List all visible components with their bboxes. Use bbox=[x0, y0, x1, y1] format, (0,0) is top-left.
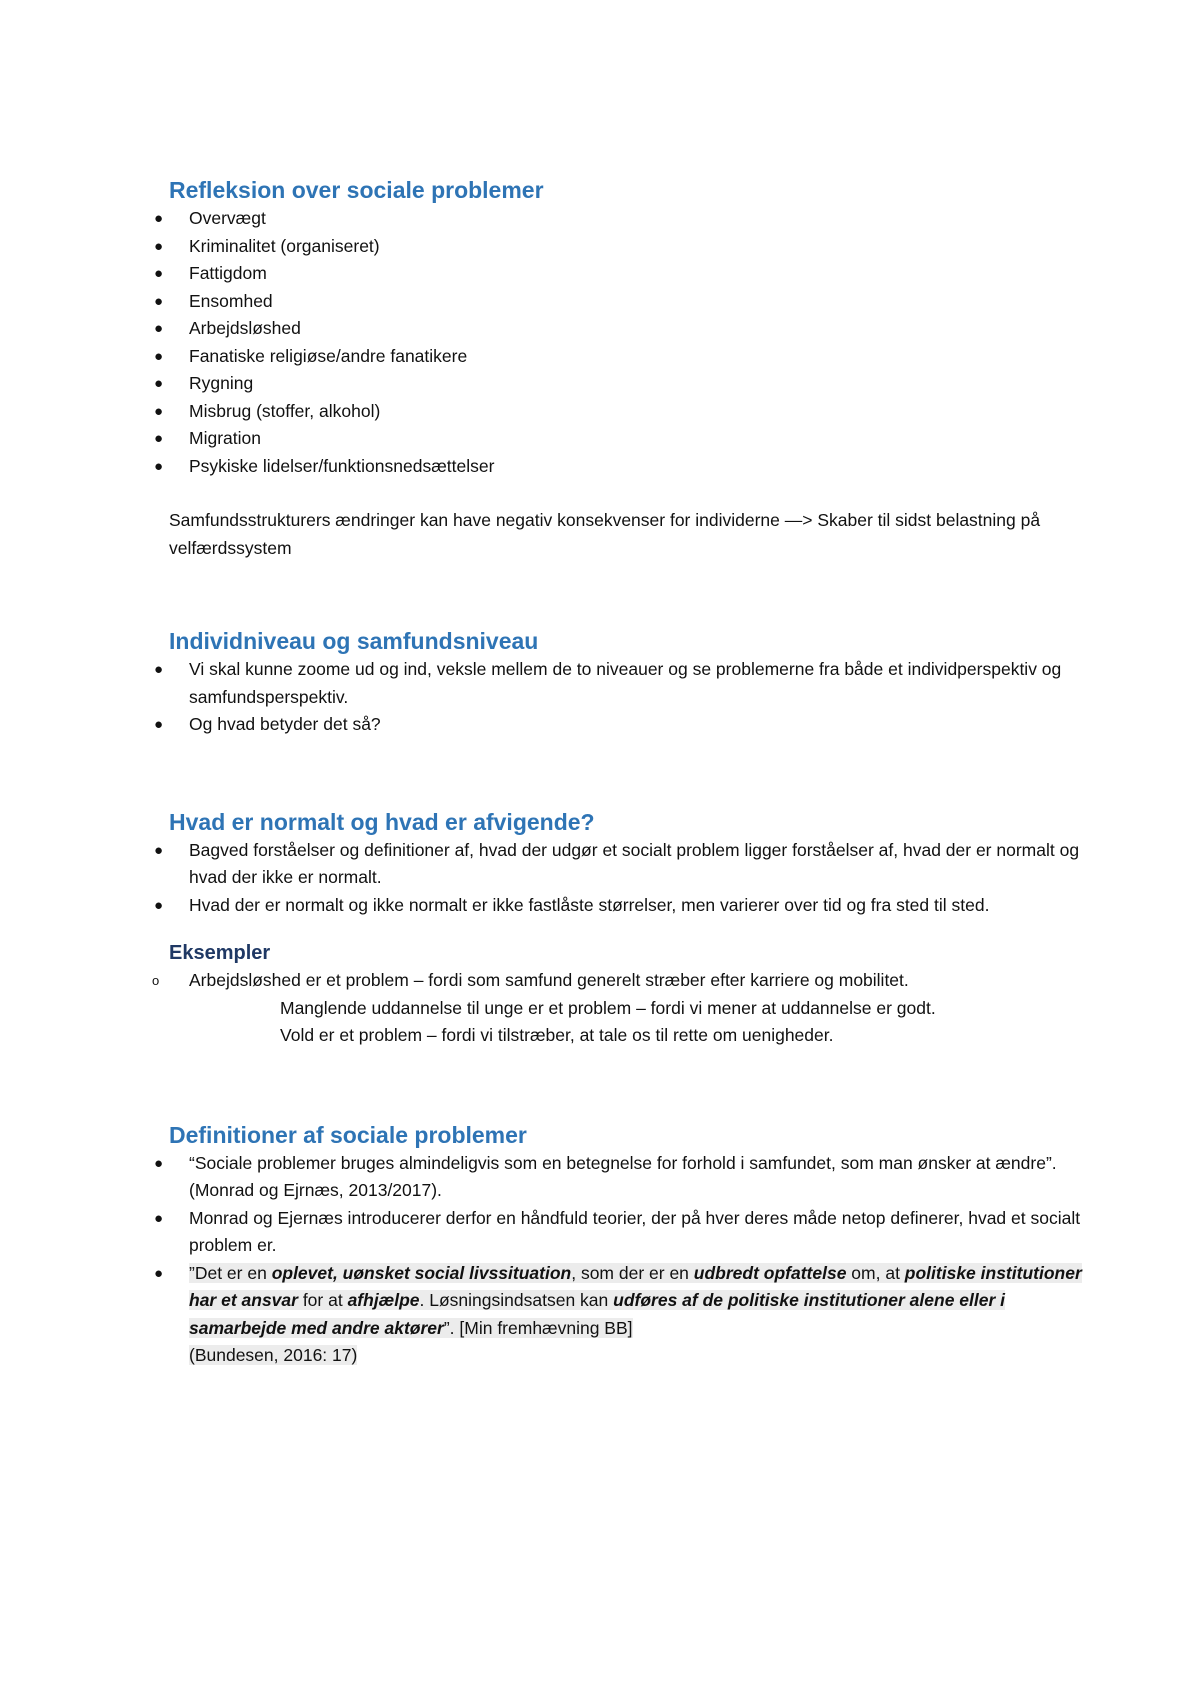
list-item: ● Arbejdsløshed bbox=[169, 315, 1089, 343]
list-item: ● “Sociale problemer bruges almindeligvis som en betegnelse for forhold i samfundet, som man ønsker at ændre”. (Monrad og Ejrnæs, 2013/2017). bbox=[169, 1150, 1089, 1205]
bullet-icon: ● bbox=[154, 841, 164, 859]
heading-normalt-afvigende: Hvad er normalt og hvad er afvigende? bbox=[169, 808, 595, 835]
list-item: ● Vi skal kunne zoome ud og ind, veksle mellem de to niveauer og se problemerne fra både et individperspektiv og samfundsperspektiv. bbox=[169, 656, 1089, 711]
list-eksempler bbox=[152, 967, 1089, 995]
list-item: ● Ensomhed bbox=[169, 288, 1089, 316]
list-item: ● Rygning bbox=[169, 370, 1089, 398]
bullet-icon: ● bbox=[154, 320, 164, 337]
list-item: ● Overvægt bbox=[169, 205, 1089, 233]
bullet-icon: ● bbox=[154, 1209, 164, 1227]
bullet-icon: ● bbox=[154, 430, 164, 447]
bullet-icon: ● bbox=[154, 292, 164, 310]
list-item: ● Misbrug (stoffer, alkohol) bbox=[169, 398, 1089, 426]
example-line: Manglende uddannelse til unge er et problem – fordi vi mener at uddannelse er godt. bbox=[280, 997, 936, 1018]
list-social-problems bbox=[154, 205, 1089, 480]
bullet-icon: ● bbox=[154, 1154, 164, 1172]
example-line: Vold er et problem – fordi vi tilstræber, at tale os til rette om uenigheder. bbox=[280, 1025, 834, 1045]
list-item: o Arbejdsløshed er et problem – fordi som samfund generelt stræber efter karriere og mobilitet. bbox=[169, 967, 1089, 995]
list-niveauer bbox=[154, 656, 1089, 739]
bullet-icon: ● bbox=[154, 896, 164, 914]
quote-citation: (Bundesen, 2016: 17) bbox=[189, 1345, 358, 1365]
bullet-icon: ● bbox=[154, 1264, 164, 1282]
bullet-icon: ● bbox=[154, 457, 164, 475]
list-definitioner bbox=[154, 1150, 1089, 1370]
bullet-icon: ● bbox=[154, 716, 164, 733]
bullet-icon: ● bbox=[154, 237, 164, 255]
list-item: ● Og hvad betyder det så? bbox=[169, 711, 1089, 739]
circle-bullet-icon: o bbox=[152, 973, 160, 988]
list-item: ● Fattigdom bbox=[169, 260, 1089, 288]
bullet-icon: ● bbox=[154, 375, 164, 392]
bullet-icon: ● bbox=[154, 402, 164, 420]
list-item: ● Fanatiske religiøse/andre fanatikere bbox=[169, 343, 1089, 371]
heading-individniveau: Individniveau og samfundsniveau bbox=[169, 628, 539, 654]
list-item: ● Monrad og Ejernæs introducerer derfor en håndfuld teorier, der på hver deres måde netop definerer, hvad et socialt problem er. bbox=[169, 1205, 1089, 1260]
heading-refleksion: Refleksion over sociale problemer bbox=[169, 177, 544, 203]
bullet-icon: ● bbox=[154, 347, 164, 365]
list-item-quote bbox=[154, 1260, 1089, 1370]
list-item: ● Bagved forståelser og definitioner af, hvad der udgør et socialt problem ligger forståelser af, hvad der er normalt og hvad der ikke er normalt. bbox=[169, 837, 1089, 892]
highlighted-quote: ”Det er en oplevet, uønsket social livssituation, som der er en udbredt opfattelse om, at politiske institutioner har et ansvar for at afhjælpe. Løsningsindsatsen kan udføres af de politiske institutioner alene eller i samarbejde med andre aktører”. [Min fremhævning BB] bbox=[189, 1262, 1082, 1338]
list-item: ● Psykiske lidelser/funktionsnedsættelser bbox=[169, 453, 1089, 481]
bullet-icon: ● bbox=[154, 210, 164, 227]
bullet-icon: ● bbox=[154, 265, 164, 282]
list-item: ● Kriminalitet (organiseret) bbox=[169, 233, 1089, 261]
bullet-icon: ● bbox=[154, 661, 164, 678]
list-item: ● Hvad der er normalt og ikke normalt er ikke fastlåste størrelser, men varierer over tid og fra sted til sted. bbox=[169, 892, 1089, 920]
document-content bbox=[152, 175, 1089, 1370]
heading-definitioner: Definitioner af sociale problemer bbox=[169, 1121, 527, 1148]
subheading-eksempler: Eksempler bbox=[169, 942, 271, 964]
paragraph-samfundsstrukturer: Samfundsstrukturers ændringer kan have negativ konsekvenser for individerne —> Skaber til sidst belastning på velfærdssystem bbox=[169, 510, 1041, 558]
list-item: ● Migration bbox=[169, 425, 1089, 453]
list-normalt bbox=[154, 837, 1089, 920]
